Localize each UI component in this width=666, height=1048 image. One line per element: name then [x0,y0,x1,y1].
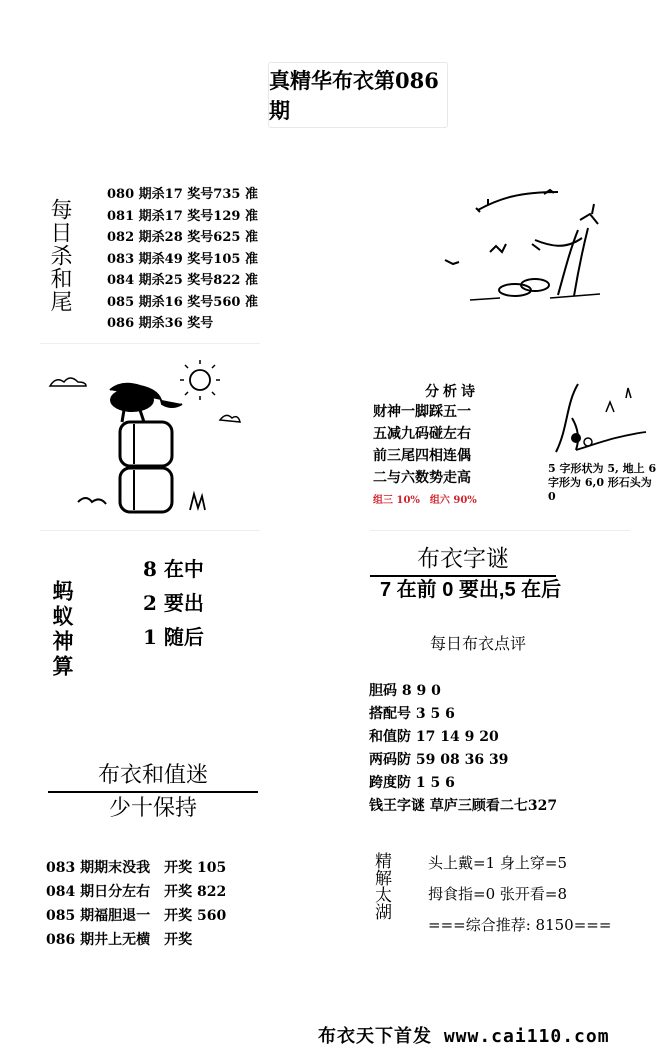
poem-line: 前三尾四相连偶 [373,448,471,464]
poem-line: 财神一脚踩五一 [373,404,471,420]
poem-title: 分析诗 [425,384,479,400]
list-item: 搭配号 3 5 6 [369,706,455,722]
hezhi-list [46,856,226,952]
list-item: 跨度防 1 5 6 [369,775,455,791]
list-item: 085 期福胆退一 开奖 560 [46,908,227,924]
hill-sketch-illustration [546,378,656,460]
list-item: 8 在中 [143,557,204,581]
review-list [369,680,557,818]
list-item: 头上戴=1 身上穿=5 [428,854,567,872]
poem-line: 五减九码碰左右 [373,426,471,442]
divider [40,530,260,531]
riddle-heading: 布衣字谜 [370,540,556,577]
lake-list [428,848,611,941]
hezhi-heading: 布衣和值迷 [48,758,258,793]
riddle-answer: 7 在前 0 要出,5 在后 [380,579,562,601]
list-item: 083 期杀49 奖号105 准 [107,251,258,267]
analysis-poem [373,381,513,506]
ant-calc-label: 蚂蚁神算 [50,580,74,680]
group6-ratio: 组六 90% [429,495,477,506]
review-heading: 每日布衣点评 [430,634,527,653]
list-item: 084 期日分左右 开奖 822 [46,884,227,900]
list-item: 082 期杀28 奖号625 准 [107,230,258,245]
list-item: 胆码 8 9 0 [369,683,441,699]
list-item: 086 期杀36 奖号 [107,316,214,331]
list-item: 钱王字谜 草庐三顾看二七327 [369,798,558,814]
list-item: 1 随后 [143,625,204,649]
daily-tail-list [107,184,258,335]
list-item: ===综合推荐: 8150=== [428,916,612,934]
list-item: 080 期杀17 奖号735 准 [107,187,258,202]
group3-ratio: 组三 10% [373,495,420,506]
hezhi-subheading: 少十保持 [108,796,197,821]
divider [370,530,630,531]
rat-on-stones-illustration [40,360,240,520]
daily-tail-label: 每日杀和尾 [47,198,72,313]
list-item: 084 期杀25 奖号822 准 [107,273,258,288]
list-item: 和值防 17 14 9 20 [369,729,499,745]
poem-line: 二与六数势走高 [373,470,471,486]
list-item: 086 期井上无横 开奖 [46,932,193,948]
footer-link[interactable]: 布衣天下首发 www.cai110.com [318,1026,610,1047]
group-ratio [373,491,513,506]
five-shape-note: 5 字形状为 5, 地上 6 字形为 6,0 形石头为 0 [548,462,657,503]
divider [40,343,260,344]
list-item: 两码防 59 08 36 39 [369,752,509,768]
lake-label: 精解太湖 [371,852,391,920]
list-item: 083 期期末没我 开奖 105 [46,860,227,876]
list-item: 081 期杀17 奖号129 准 [107,208,258,224]
list-item: 2 要出 [143,591,204,615]
list-item: 拇食指=0 张开看=8 [428,885,567,903]
ant-calc-list [143,552,204,654]
list-item: 085 期杀16 奖号560 准 [107,294,258,310]
page-title: 真精华布衣第086期 [268,62,448,128]
branch-sketch-illustration [440,180,620,310]
